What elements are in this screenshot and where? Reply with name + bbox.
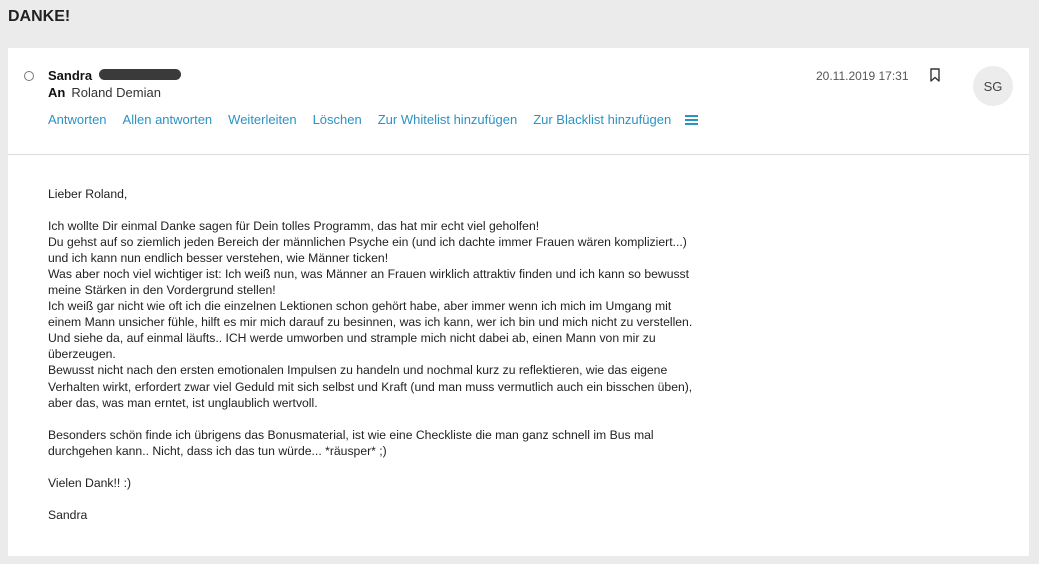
recipient-label: An <box>48 85 66 100</box>
reply-button[interactable]: Antworten <box>48 112 107 127</box>
add-to-blacklist-button[interactable]: Zur Blacklist hinzufügen <box>533 112 672 127</box>
received-date: 20.11.2019 17:31 <box>816 69 909 83</box>
page-title: DANKE! <box>8 8 71 25</box>
body-line: Verhalten wirkt, erfordert zwar viel Geduld mit sich selbst und Kraft (und man muss vermutlich auch ein bisschen üben), <box>48 379 693 394</box>
body-line: überzeugen. <box>48 347 116 362</box>
sender-name: Sandra <box>48 68 93 83</box>
email-header <box>8 48 1029 155</box>
hamburger-menu-icon[interactable] <box>685 114 699 125</box>
avatar: SG <box>973 66 1013 106</box>
forward-button[interactable]: Weiterleiten <box>228 112 297 127</box>
body-line: Was aber noch viel wichtiger ist: Ich weiß nun, was Männer an Frauen wirklich attraktiv finden und ich kann so bewusst <box>48 267 690 282</box>
action-bar <box>48 112 699 127</box>
delete-button[interactable]: Löschen <box>312 112 362 127</box>
body-line: Besonders schön finde ich übrigens das Bonusmaterial, ist wie eine Checkliste die man ganz schnell im Bus mal <box>48 427 654 442</box>
add-to-whitelist-button[interactable]: Zur Whitelist hinzufügen <box>377 112 518 127</box>
recipient-name: Roland Demian <box>71 85 161 100</box>
email-message <box>8 48 1029 556</box>
body-line: durchgehen kann.. Nicht, dass ich das tun würde... *räusper* ;) <box>48 443 387 458</box>
body-line: einem Mann unsicher fühle, hilft es mir mich darauf zu besinnen, was ich kann, wer ich bin und mich nicht zu verstellen. <box>48 315 693 330</box>
body-line: und ich kann nun endlich besser verstehen, wie Männer ticken! <box>48 251 389 266</box>
body-line: Bewusst nicht nach den ersten emotionalen Impulsen zu handeln und nochmal kurz zu reflektieren, wie das eigene <box>48 363 668 378</box>
recipient-row <box>48 85 161 100</box>
bookmark-icon[interactable] <box>929 68 941 82</box>
body-line: Ich wollte Dir einmal Danke sagen für Dein tolles Programm, das hat mir echt viel geholfen! <box>48 219 540 234</box>
email-body <box>48 186 768 523</box>
redacted-surname <box>99 69 181 80</box>
thanks-line: Vielen Dank!! :) <box>48 475 132 490</box>
greeting: Lieber Roland, <box>48 187 128 201</box>
body-line: Und siehe da, auf einmal läufts.. ICH werde umworben und strample mich nicht dabei ab, einen Mann von mir zu <box>48 331 656 346</box>
body-line: aber das, was man erntet, ist unglaublich wertvoll. <box>48 395 318 410</box>
body-line: meine Stärken in den Vordergrund stellen! <box>48 283 276 298</box>
select-radio[interactable] <box>24 71 34 81</box>
signature: Sandra <box>48 507 88 522</box>
body-line: Ich weiß gar nicht wie oft ich die einzelnen Lektionen schon gehört habe, aber immer wenn ich mich im Umgang mit <box>48 299 672 314</box>
reply-all-button[interactable]: Allen antworten <box>122 112 213 127</box>
body-line: Du gehst auf so ziemlich jeden Bereich der männlichen Psyche ein (und ich dachte immer Frauen wären kompliziert...) <box>48 235 687 250</box>
